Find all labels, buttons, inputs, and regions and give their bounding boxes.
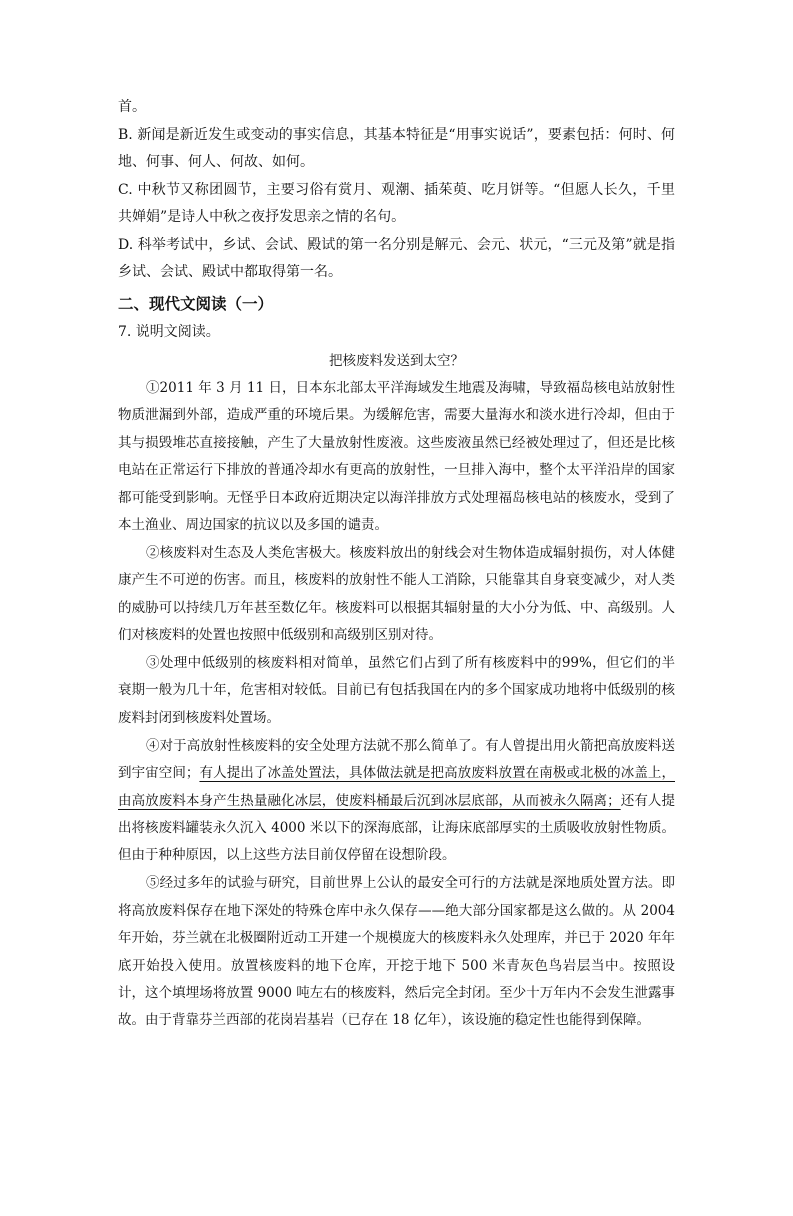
section-heading: 二、现代文阅读（一）	[118, 294, 274, 313]
paragraph-4-end: 还有人提出将核废料罐装永久沉入 4000 米以下的深海底部，让海床底部厚实的土质吸收放射性物质。但由于种种原因，以上这些方法目前仅停留在设想阶段。	[118, 792, 676, 864]
option-d: D. 科举考试中，乡试、会试、殿试的第一名分别是解元、会元、状元，“三元及第”就是指乡试、会试、殿试中都取得第一名。	[118, 236, 675, 280]
option-a-tail: 首。	[118, 99, 146, 115]
paragraph-4-start: ④对于高放射性核废料的安全处理方法就不那么简单了。有人曾提出用火箭把高放废料送到宇宙空间；	[118, 737, 675, 782]
option-b: B. 新闻是新近发生或变动的事实信息，其基本特征是“用事实说话”，要素包括：何时、何地、何事、何人、何故、如何。	[118, 126, 675, 170]
question-number: 7. 说明文阅读。	[118, 323, 220, 340]
article-paragraph-1: ①2011 年 3 月 11 日，日本东北部太平洋海域发生地震及海啸，导致福岛核电站放射性物质泄漏到外部，造成严重的环境后果。为缓解危害，需要大量海水和淡水进行冷却，但由于其与损毁堆芯直接接触，产生了大量放射性废液。这些废液虽然已经被处理过了，但还是比核电站在正常运行下排放的普通冷却水有更高的放射性，一旦排入海中，整个太平洋沿岸的国家都可能受到影响。无怪乎日本政府近期决定以海洋排放方式处理福岛核电站的核废水，受到了本土渔业、周边国家的抗议以及多国的谴责。	[118, 380, 675, 534]
article-title: 把核废料发送到太空？	[329, 353, 464, 369]
article-paragraph-3: ③处理中低级别的核废料相对简单，虽然它们占到了所有核废料中的99%，但它们的半衰期一般为几十年，危害相对较低。目前已有包括我国在内的多个国家成功地将中低级别的核废料封闭到核废料处置场。	[118, 655, 675, 726]
option-c: C. 中秋节又称团圆节，主要习俗有赏月、观潮、插茱萸、吃月饼等。“但愿人长久，千里共婵娟”是诗人中秋之夜抒发思亲之情的名句。	[118, 181, 675, 225]
article-paragraph-2: ②核废料对生态及人类危害极大。核废料放出的射线会对生物体造成辐射损伤，对人体健康产生不可逆的伤害。而且，核废料的放射性不能人工消除，只能靠其自身衰变减少，对人类的威胁可以持续几万年甚至数亿年。核废料可以根据其辐射量的大小分为低、中、高级别。人们对核废料的处置也按照中低级别和高级别区别对待。	[118, 544, 675, 644]
section-modern-reading	[118, 289, 675, 1035]
document-page	[0, 94, 793, 1216]
underlined-sentence: 有人提出了冰盖处置法，具体做法就是把高放废料放置在南极或北极的冰盖上，由高放废料本身产生热量融化冰层，使废料桶最后沉到冰层底部，从而被永久隔离；	[118, 765, 675, 809]
article-paragraph-4	[118, 733, 675, 870]
options-block	[118, 94, 675, 287]
article-paragraph-5: ⑤经过多年的试验与研究，目前世界上公认的最安全可行的方法就是深地质处置方法。即将高放废料保存在地下深处的特殊仓库中永久保存——绝大部分国家都是这么做的。从 2004 年开始，芬兰就在北极圈附近动工开建一个规模庞大的核废料永久处理库，并已于 2020 年年底开始投入使用。放置核废料的地下仓库，开挖于地下 500 米青灰色鸟岩层当中。按照设计，这个填埋场将放置 9000 吨左右的核废料，然后完全封闭。至少十万年内不会发生泄露事故。由于背靠芬兰西部的花岗岩基岩（已存在 18 亿年），该设施的稳定性也能得到保障。	[118, 875, 675, 1029]
